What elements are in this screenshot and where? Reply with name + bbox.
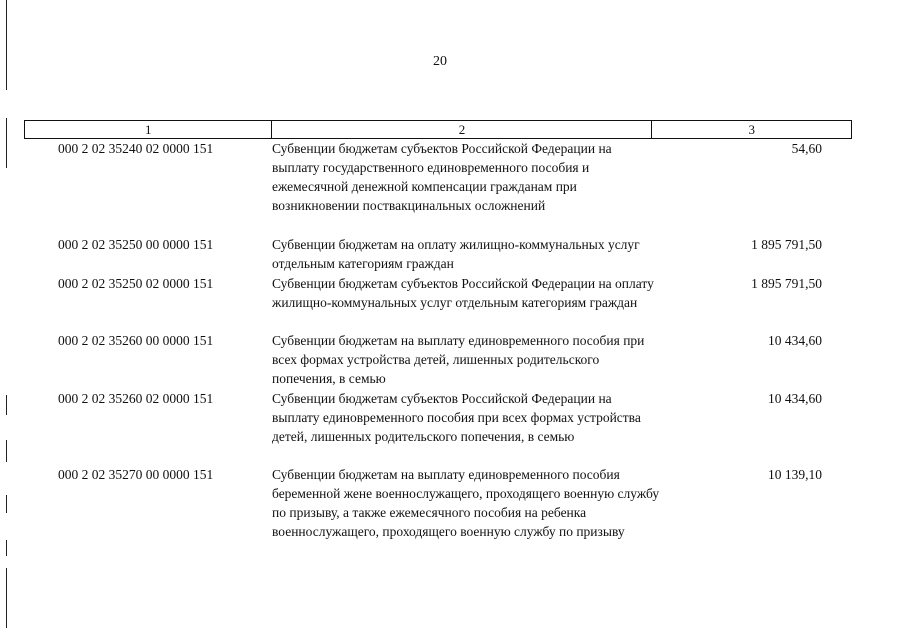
column-header-description: 2	[272, 121, 652, 138]
scan-edge-mark	[6, 440, 7, 462]
budget-code: 000 2 02 35260 02 0000 151	[58, 391, 214, 406]
budget-description: Субвенции бюджетам субъектов Российской Федерации на выплату единовременного пособия при всех формах устройства детей, лишенных родительского попечения, в семью	[272, 391, 641, 444]
budget-description: Субвенции бюджетам на выплату единовременного пособия беременной жене военнослужащего, проходящего военную службу по призыву, а также ежемесячного пособия на ребенка военнослужащего, проходящего военную службу по призыву	[272, 467, 660, 539]
budget-description: Субвенции бюджетам на выплату единовременного пособия при всех формах устройства детей, лишенных родительского попечения, в семью	[272, 333, 645, 386]
budget-table	[24, 120, 852, 539]
column-header-amount: 3	[748, 121, 755, 137]
budget-code: 000 2 02 35250 02 0000 151	[58, 276, 214, 291]
scan-edge-mark	[6, 495, 7, 513]
budget-description: Субвенции бюджетам субъектов Российской Федерации на оплату жилищно-коммунальных услуг отдельным категориям граждан	[272, 276, 654, 310]
budget-code: 000 2 02 35250 00 0000 151	[58, 237, 214, 252]
scan-edge-mark	[6, 395, 7, 415]
table-header-row	[24, 120, 852, 139]
scan-edge-mark	[6, 568, 7, 628]
budget-amount: 1 895 791,50	[751, 237, 822, 252]
scan-edge-mark	[6, 540, 7, 556]
column-header-code: 1	[25, 121, 272, 138]
budget-amount: 10 434,60	[768, 391, 822, 406]
budget-description: Субвенции бюджетам субъектов Российской Федерации на выплату государственного единовременного пособия и ежемесячной денежной компенсации гражданам при возникновении поствакцинальных осложнений	[272, 141, 612, 213]
budget-code: 000 2 02 35270 00 0000 151	[58, 467, 214, 482]
budget-code: 000 2 02 35260 00 0000 151	[58, 333, 214, 348]
page-number: 20	[433, 54, 447, 69]
budget-description: Субвенции бюджетам на оплату жилищно-коммунальных услуг отдельным категориям граждан	[272, 237, 640, 271]
scan-edge-mark	[6, 0, 7, 90]
budget-amount: 10 434,60	[768, 333, 822, 348]
budget-code: 000 2 02 35240 02 0000 151	[58, 141, 214, 156]
budget-amount: 10 139,10	[768, 467, 822, 482]
budget-amount: 54,60	[791, 141, 822, 156]
scan-edge-mark	[6, 118, 7, 168]
budget-amount: 1 895 791,50	[751, 276, 822, 291]
